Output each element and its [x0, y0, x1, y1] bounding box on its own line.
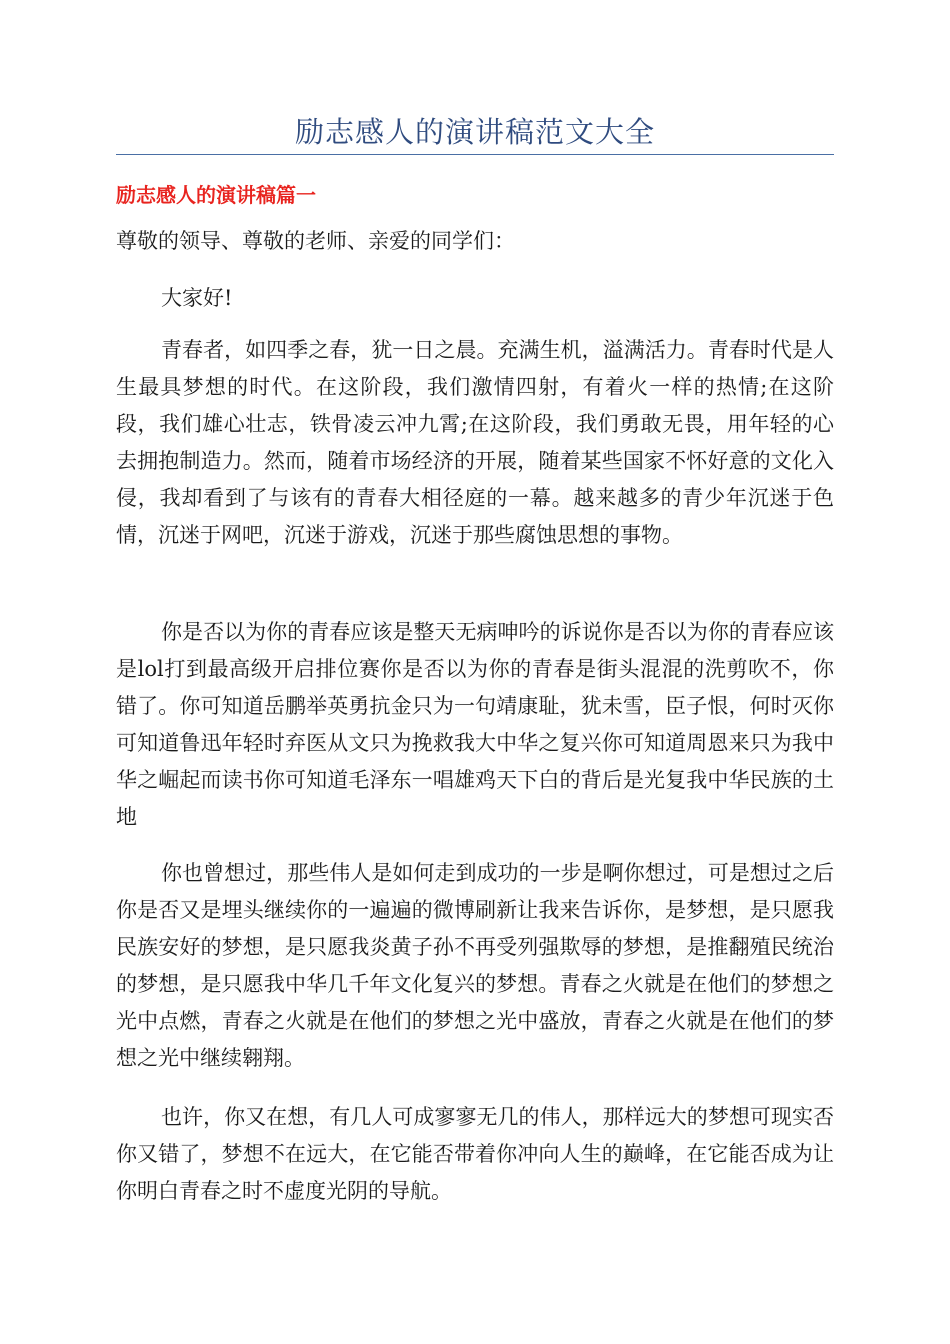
- salutation-paragraph: 尊敬的领导、尊敬的老师、亲爱的同学们：: [116, 229, 515, 253]
- body-paragraph: 你是否以为你的青春应该是整天无病呻吟的诉说你是否以为你的青春应该是lol打到最高级开启排位赛你是否以为你的青春是街头混混的洗剪吹不，你错了。你可知道岳鹏举英勇抗金只为一句靖康耻，犹未雪，臣子恨，何时灭你可知道鲁迅年轻时弃医从文只为挽救我大中华之复兴你可知道周恩来只为我中华之崛起而读书你可知道毛泽东一唱雄鸡天下白的背后是光复我中华民族的土地: [116, 620, 834, 829]
- section-heading: 励志感人的演讲稿篇一: [116, 183, 316, 207]
- body-paragraph: 你也曾想过，那些伟人是如何走到成功的一步是啊你想过，可是想过之后你是否又是埋头继续你的一遍遍的微博刷新让我来告诉你，是梦想，是只愿我民族安好的梦想，是只愿我炎黄子孙不再受列强欺辱的梦想，是推翻殖民统治的梦想，是只愿我中华几千年文化复兴的梦想。青春之火就是在他们的梦想之光中点燃，青春之火就是在他们的梦想之光中盛放，青春之火就是在他们的梦想之光中继续翱翔。: [116, 861, 834, 1070]
- body-paragraph: 青春者，如四季之春，犹一日之晨。充满生机，溢满活力。青春时代是人生最具梦想的时代。在这阶段，我们激情四射，有着火一样的热情;在这阶段，我们雄心壮志，铁骨凌云冲九霄;在这阶段，我们勇敢无畏，用年轻的心去拥抱制造力。然而，随着市场经济的开展，随着某些国家不怀好意的文化入侵，我却看到了与该有的青春大相径庭的一幕。越来越多的青少年沉迷于色情，沉迷于网吧，沉迷于游戏，沉迷于那些腐蚀思想的事物。: [116, 338, 834, 547]
- body-paragraph: 也许，你又在想，有几人可成寥寥无几的伟人，那样远大的梦想可现实否你又错了，梦想不在远大，在它能否带着你冲向人生的巅峰，在它能否成为让你明白青春之时不虚度光阴的导航。: [116, 1105, 834, 1203]
- greeting-paragraph: 大家好!: [161, 286, 233, 310]
- document-title: 励志感人的演讲稿范文大全: [294, 115, 655, 149]
- title-underline: [116, 154, 834, 155]
